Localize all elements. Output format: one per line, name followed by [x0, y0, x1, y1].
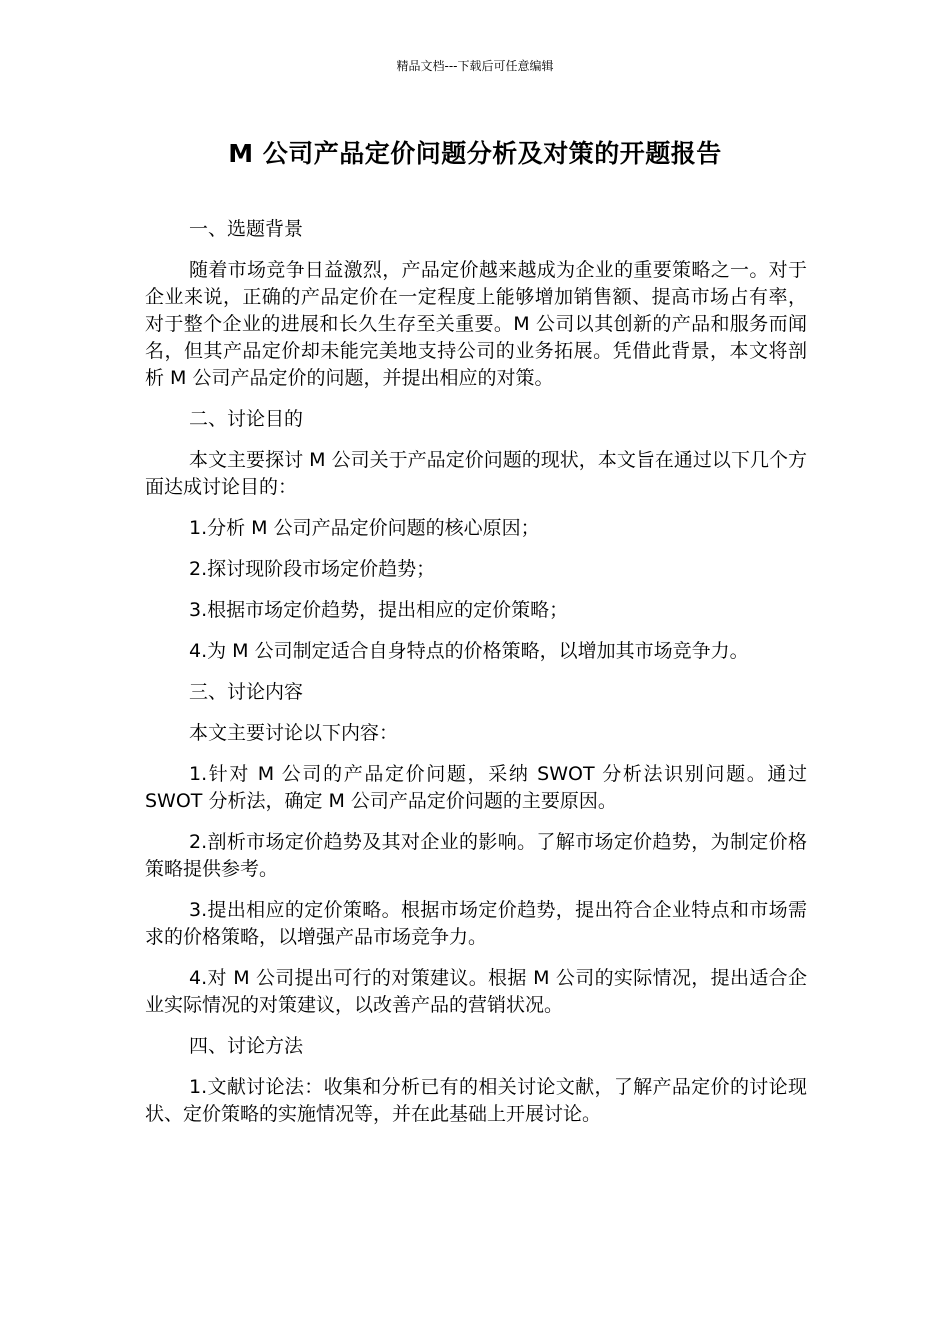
paragraph-purpose-intro: 本文主要探讨 M 公司关于产品定价问题的现状，本文旨在通过以下几个方面达成讨论目的： [145, 449, 807, 498]
section-heading-background: 一、选题背景 [189, 218, 304, 240]
section-heading-content: 三、讨论内容 [189, 681, 304, 703]
content-item-3: 3.提出相应的定价策略。根据市场定价趋势，提出符合企业特点和市场需求的价格策略，以增强产品市场竞争力。 [145, 899, 807, 948]
purpose-item-4: 4.为 M 公司制定适合自身特点的价格策略，以增加其市场竞争力。 [189, 640, 749, 662]
purpose-item-1: 1.分析 M 公司产品定价问题的核心原因； [189, 517, 540, 539]
content-item-1: 1.针对 M 公司的产品定价问题，采纳 SWOT 分析法识别问题。通过 SWOT 分析法，确定 M 公司产品定价问题的主要原因。 [145, 763, 807, 812]
paragraph-content-intro: 本文主要讨论以下内容： [189, 722, 399, 744]
method-item-1: 1.文献讨论法：收集和分析已有的相关讨论文献，了解产品定价的讨论现状、定价策略的实施情况等，并在此基础上开展讨论。 [145, 1076, 807, 1125]
document-body [145, 216, 807, 1142]
purpose-item-3: 3.根据市场定价趋势，提出相应的定价策略； [189, 599, 569, 621]
section-heading-method: 四、讨论方法 [189, 1035, 304, 1057]
content-item-2: 2.剖析市场定价趋势及其对企业的影响。了解市场定价趋势，为制定价格策略提供参考。 [145, 831, 807, 880]
document-title: M 公司产品定价问题分析及对策的开题报告 [228, 139, 722, 168]
section-heading-purpose: 二、讨论目的 [189, 408, 304, 430]
paragraph-background: 随着市场竞争日益激烈，产品定价越来越成为企业的重要策略之一。对于企业来说，正确的产品定价在一定程度上能够增加销售额、提高市场占有率，对于整个企业的进展和长久生存至关重要。M 公司以其创新的产品和服务而闻名，但其产品定价却未能完美地支持公司的业务拓展。凭借此背景，本文将剖析 M 公司产品定价的问题，并提出相应的对策。 [145, 259, 807, 389]
page-header: 精品文档---下载后可任意编辑 [396, 59, 554, 73]
purpose-item-2: 2.探讨现阶段市场定价趋势； [189, 558, 436, 580]
content-item-4: 4.对 M 公司提出可行的对策建议。根据 M 公司的实际情况，提出适合企业实际情况的对策建议，以改善产品的营销状况。 [145, 967, 807, 1016]
